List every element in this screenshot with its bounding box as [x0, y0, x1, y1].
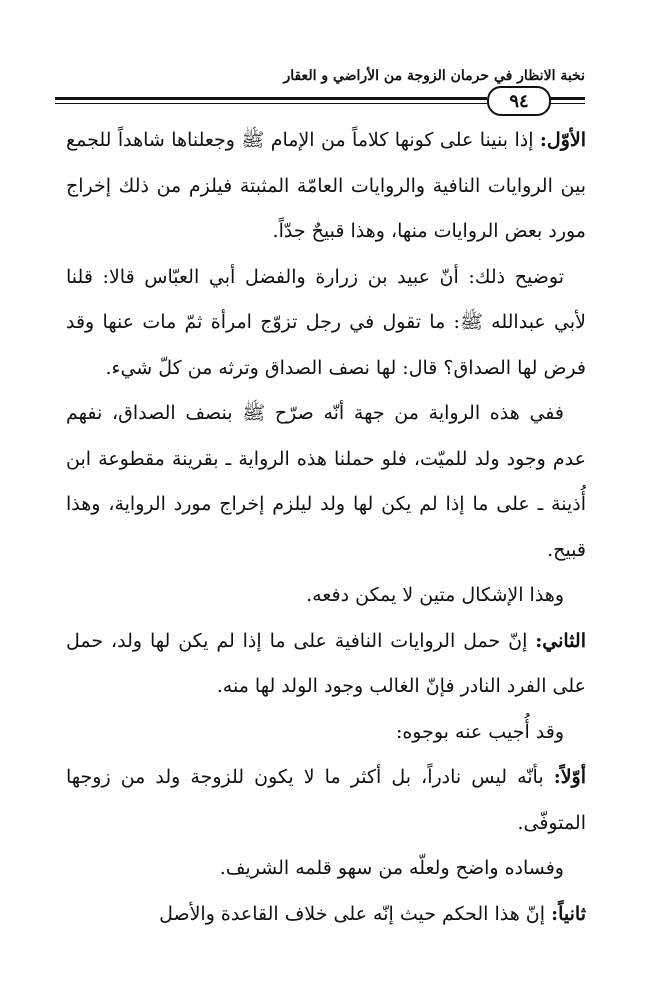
paragraph-rebuttal	[66, 846, 586, 892]
paragraph-lead: الثاني:	[535, 629, 586, 652]
header-rule-thin	[55, 103, 487, 104]
paragraph-lead: الأوّل:	[539, 129, 586, 151]
paragraph-answer-second	[66, 892, 586, 938]
paragraph-answer-first	[66, 755, 586, 846]
paragraph-first	[66, 118, 586, 255]
paragraph-answers	[66, 710, 586, 756]
paragraph-text: إنّ حمل الروايات النافية على ما إذا لم يكن لها ولد، حمل على الفرد النادر فإنّ الغالب وجود الولد لها منه.	[66, 629, 586, 697]
paragraph-text: وهذا الإشكال متين لا يمكن دفعه.	[306, 584, 564, 606]
header-rule-right	[549, 97, 585, 100]
paragraph-lead: ثانياً:	[551, 902, 586, 925]
paragraph-explanation	[66, 255, 586, 392]
paragraph-lead: أوّلاً:	[553, 766, 586, 788]
paragraph-conclusion	[66, 573, 586, 619]
paragraph-text: إنّ هذا الحكم حيث إنّه على خلاف القاعدة والأصل	[159, 902, 552, 925]
paragraph-text: ففي هذه الرواية من جهة أنّه صرّح ﷺ بنصف الصداق، نفهم عدم وجود ولد للميّت، فلو حملنا هذه الرواية ـ بقرينة مقطوعة ابن أُذينة ـ على ما إذا لم يكن لها ولد ليلزم إخراج مورد الرواية، وهذا قبيح.	[66, 402, 586, 561]
header-rule	[55, 97, 487, 100]
paragraph-text: إذا بنينا على كونها كلاماً من الإمام ﷺ وجعلناها شاهداً للجمع بين الروايات النافية والروايات العامّة المثبتة فيلزم من ذلك إخراج مورد بعض الروايات منها، وهذا قبيحٌ جدّاً.	[66, 129, 586, 242]
paragraph-second	[66, 619, 586, 710]
body-text	[66, 118, 586, 937]
paragraph-analysis	[66, 391, 586, 573]
paragraph-text: وقد أُجيب عنه بوجوه:	[395, 720, 564, 743]
running-title: نخبة الانظار في حرمان الزوجة من الأراضي و العقار	[283, 68, 585, 84]
header-rule-right-thin	[549, 103, 585, 104]
page-number-frame	[487, 86, 551, 116]
paragraph-text: بأنّه ليس نادراً، بل أكثر ما لا يكون للزوجة ولد من زوجها المتوفّى.	[66, 766, 586, 834]
page-number: ٩٤	[509, 90, 529, 112]
paragraph-text: وفساده واضح ولعلّه من سهو قلمه الشريف.	[219, 857, 564, 879]
paragraph-text: توضيح ذلك: أنّ عبيد بن زرارة والفضل أبي العبّاس قالا: قلنا لأبي عبدالله ﷺ: ما تقول في رجل تزوّج امرأة ثمّ مات عنها وقد فرض لها الصداق؟ قال: لها نصف الصداق وترثه من كلّ شيء.	[66, 265, 586, 379]
